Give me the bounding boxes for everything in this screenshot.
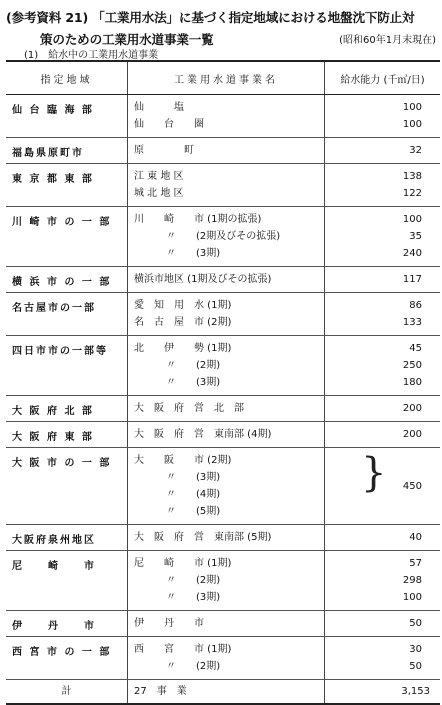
region-cell [6,551,128,611]
capacity-value: 450 [402,480,422,492]
region-cell [6,396,128,422]
capacity-value: 30 [409,644,422,655]
capacity-value: 50 [409,661,422,672]
capacity-cell [325,422,441,448]
header-capacity: 給水能力 (千㎥/日) [325,61,441,95]
project-name: 大 阪 府 営 東南部 (5期) [134,532,272,543]
region-name: 東 京 都 東 部 [12,174,94,185]
region-name: 横 浜 市 の 一 部 [12,277,112,288]
region-name: 福島県原町市 [12,148,84,159]
table-row [6,267,440,293]
region-name: 大 阪 市 の 一 部 [12,458,112,469]
capacity-cell [325,551,441,611]
capacity-value: 122 [402,188,422,199]
table-row [6,611,440,637]
capacity-cell [325,95,441,138]
capacity-cell [325,164,441,207]
table-row [6,396,440,422]
region-cell [6,611,128,637]
project-cell [128,293,325,336]
project-cell [128,637,325,680]
capacity-value: 32 [409,145,422,156]
document-title-line-2: 策のための工業用水道事業一覧 [40,32,214,47]
project-name: 〃 (3期) [166,472,221,483]
table-row [6,164,440,207]
project-name: 〃 (3期) [166,377,221,388]
project-cell [128,448,325,525]
table-row [6,422,440,448]
region-cell [6,138,128,164]
project-name: 川 崎 市 (1期の拡張) [134,214,262,225]
capacity-cell [325,611,441,637]
project-name: 〃 (2期) [166,575,221,586]
project-name: 伊 丹 市 [134,618,204,629]
capacity-value: 57 [409,558,422,569]
project-name: 北 伊 勢 (1期) [134,343,232,354]
table-header-row [6,61,440,95]
project-cell [128,95,325,138]
as-of-date: (昭和60年1月末現在) [339,35,436,46]
region-cell [6,637,128,680]
total-count-cell [128,680,325,705]
capacity-value: 100 [402,102,422,113]
capacity-cell [325,138,441,164]
total-label: 計 [61,686,72,697]
region-cell [6,336,128,396]
total-capacity-cell [325,680,441,705]
project-cell [128,207,325,267]
project-name: 江 東 地 区 [134,171,184,182]
total-row [6,680,440,705]
capacity-value: 298 [402,575,422,586]
project-name: 城 北 地 区 [134,188,184,199]
document-title-line-1: (参考資料 21) 「工業用水法」に基づく指定地域における地盤沈下防止対 [6,10,415,25]
table-row [6,138,440,164]
project-name: 仙 塩 [134,102,184,113]
project-name: 大 阪 市 (2期) [134,455,232,466]
project-name: 〃 (2期) [166,360,221,371]
project-cell [128,551,325,611]
region-cell [6,207,128,267]
table-body [6,95,440,705]
region-name: 西 宮 市 の 一 部 [12,647,112,658]
region-name: 尼 崎 市 [12,561,96,572]
table-row [6,637,440,680]
capacity-cell [325,396,441,422]
region-cell [6,525,128,551]
capacity-cell [325,293,441,336]
project-name: 〃 (3期) [166,592,221,603]
region-name: 川 崎 市 の 一 部 [12,217,112,228]
project-cell [128,611,325,637]
region-name: 大 阪 府 北 部 [12,406,94,417]
capacity-cell [325,336,441,396]
project-name: 仙 台 圏 [134,119,204,130]
region-cell [6,267,128,293]
project-name: 〃 (2期及びその拡張) [166,231,281,242]
total-count: 27 事 業 [134,686,187,697]
project-name: 名 古 屋 市 (2期) [134,317,232,328]
region-name: 伊 丹 市 [12,621,96,632]
capacity-value: 133 [402,317,422,328]
project-cell [128,138,325,164]
capacity-cell [325,525,441,551]
project-name: 〃 (4期) [166,489,221,500]
water-project-table [6,60,440,705]
osaka-group-brace: } [361,450,387,496]
capacity-value: 50 [409,618,422,629]
project-cell [128,267,325,293]
capacity-value: 138 [402,171,422,182]
capacity-value: 117 [402,274,422,285]
capacity-value: 100 [402,592,422,603]
table-row [6,551,440,611]
region-name: 大阪府泉州地区 [12,535,96,546]
header-region: 指定地域 [6,61,128,95]
capacity-value: 40 [409,532,422,543]
table-row [6,293,440,336]
table-row [6,95,440,138]
capacity-value: 86 [409,300,422,311]
project-cell [128,396,325,422]
region-cell [6,422,128,448]
region-cell [6,448,128,525]
table-row [6,207,440,267]
project-name: 愛 知 用 水 (1期) [134,300,232,311]
header-project: 工業用水道事業名 [128,61,325,95]
project-name: 大 阪 府 営 東南部 (4期) [134,429,272,440]
region-cell [6,293,128,336]
table-row [6,336,440,396]
project-cell [128,336,325,396]
total-label-cell [6,680,128,705]
capacity-value: 35 [409,231,422,242]
capacity-value: 200 [402,403,422,414]
project-name: 尼 崎 市 (1期) [134,558,232,569]
region-cell [6,164,128,207]
project-name: 〃 (3期) [166,248,221,259]
capacity-cell [325,207,441,267]
project-name: 西 宮 市 (1期) [134,644,232,655]
capacity-value: 240 [402,248,422,259]
project-cell [128,164,325,207]
capacity-value: 200 [402,429,422,440]
project-cell [128,525,325,551]
project-name: 横浜市地区 (1期及びその拡張) [134,274,272,285]
region-name: 名古屋市の一部 [12,303,96,314]
capacity-value: 250 [402,360,422,371]
capacity-cell [325,267,441,293]
project-name: 〃 (2期) [166,661,221,672]
table-row [6,525,440,551]
project-cell [128,422,325,448]
section-heading: (1) 給水中の工業用水道事業 [24,50,159,61]
capacity-value: 100 [402,214,422,225]
project-name: 原 町 [134,145,194,156]
capacity-value: 180 [402,377,422,388]
capacity-value: 100 [402,119,422,130]
region-name: 仙 台 臨 海 部 [12,105,94,116]
total-capacity: 3,153 [401,686,430,697]
capacity-value: 45 [409,343,422,354]
project-name: 大 阪 府 営 北 部 [134,403,244,414]
region-name: 大 阪 府 東 部 [12,432,94,443]
capacity-cell [325,637,441,680]
project-name: 〃 (5期) [166,506,221,517]
region-name: 四日市市の一部等 [12,346,108,357]
region-cell [6,95,128,138]
